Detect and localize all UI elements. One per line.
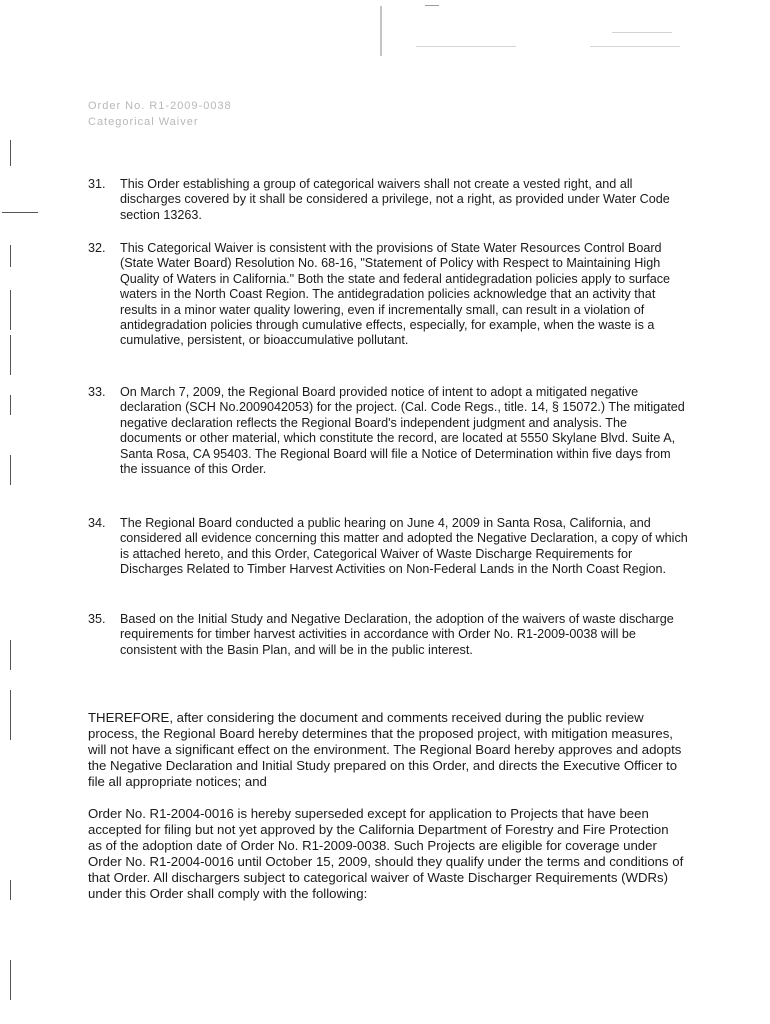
finding-35 — [88, 612, 688, 658]
finding-number: 34. — [88, 516, 106, 530]
superseded-paragraph: Order No. R1-2004-0016 is hereby superseded except for application to Projects that have been accepted for filing but not yet approved by the California Department of Forestry and Fire Protection as of the adoption date of Order No. R1-2009-0038. Such Projects are eligible for coverage under Order No. R1-2004-0016 until October 15, 2009, should they qualify under the terms and conditions of that Order. All dischargers subject to categorical waiver of Waste Discharger Requirements (WDRs) under this Order shall comply with the following: — [88, 806, 684, 901]
header-order-number: Order No. R1-2009-0038 — [88, 100, 232, 112]
finding-text: Based on the Initial Study and Negative Declaration, the adoption of the waivers of waste discharge requirements for timber harvest activities in accordance with Order No. R1-2009-0038 will be consistent with the Basin Plan, and will be in the public interest. — [120, 612, 674, 657]
page-header — [88, 98, 232, 130]
scan-margin-line — [10, 640, 11, 670]
scan-artifact — [416, 46, 516, 47]
scan-margin-line — [10, 455, 11, 485]
finding-text: On March 7, 2009, the Regional Board provided notice of intent to adopt a mitigated negative declaration (SCH No.2009042053) for the project. (Cal. Code Regs., title. 14, § 15072.) The mitigated negative declaration reflects the Regional Board's independent judgment and analysis. The documents or other material, which constitute the record, are located at 5550 Skylane Blvd. Suite A, Santa Rosa, CA 95403. The Regional Board will file a Notice of Determination within five days from the issuance of this Order. — [120, 385, 685, 477]
scan-artifact — [380, 6, 382, 56]
finding-31 — [88, 177, 688, 223]
scan-margin-line — [10, 880, 11, 900]
finding-number: 33. — [88, 385, 106, 399]
finding-text: This Categorical Waiver is consistent with the provisions of State Water Resources Control Board (State Water Board) Resolution No. 68-16, "Statement of Policy with Respect to Maintaining High Quality of Waters in California." Both the state and federal antidegradation policies apply to surface waters in the North Coast Region. The antidegradation policies acknowledge that an activity that results in a minor water quality lowering, even if incrementally small, can result in a violation of antidegradation policies through cumulative effects, especially, for example, when the waste is a cumulative, persistent, or bioaccumulative pollutant. — [120, 241, 671, 348]
scan-margin-line — [10, 290, 11, 330]
finding-number: 35. — [88, 612, 106, 626]
header-title: Categorical Waiver — [88, 116, 199, 128]
scan-margin-line — [10, 140, 11, 166]
finding-number: 32. — [88, 241, 106, 255]
scan-margin-line — [10, 960, 11, 1000]
finding-text: The Regional Board conducted a public hearing on June 4, 2009 in Santa Rosa, California, and considered all evidence concerning this matter and adopted the Negative Declaration, a copy of which is attached hereto, and this Order, Categorical Waiver of Waste Discharge Requirements for Discharges Related to Timber Harvest Activities on Non-Federal Lands in the North Coast Region. — [120, 516, 688, 577]
scan-margin-line — [10, 690, 11, 740]
finding-number: 31. — [88, 177, 106, 191]
scan-artifact — [612, 32, 672, 33]
scan-artifact — [425, 5, 439, 6]
scan-margin-line — [10, 335, 11, 375]
finding-32 — [88, 241, 688, 349]
scan-artifact — [590, 46, 680, 47]
finding-33 — [88, 385, 688, 477]
therefore-paragraph: THEREFORE, after considering the document and comments received during the public review process, the Regional Board hereby determines that the proposed project, with mitigation measures, will not have a significant effect on the environment. The Regional Board hereby approves and adopts the Negative Declaration and Initial Study prepared on this Order, and directs the Executive Officer to file all appropriate notices; and — [88, 710, 682, 789]
scan-margin-line — [2, 212, 38, 213]
scan-margin-line — [10, 245, 11, 267]
scan-margin-line — [10, 395, 11, 415]
finding-text: This Order establishing a group of categorical waivers shall not create a vested right, and all discharges covered by it shall be considered a privilege, not a right, as provided under Water Code section 13263. — [120, 177, 670, 222]
finding-34 — [88, 516, 688, 578]
